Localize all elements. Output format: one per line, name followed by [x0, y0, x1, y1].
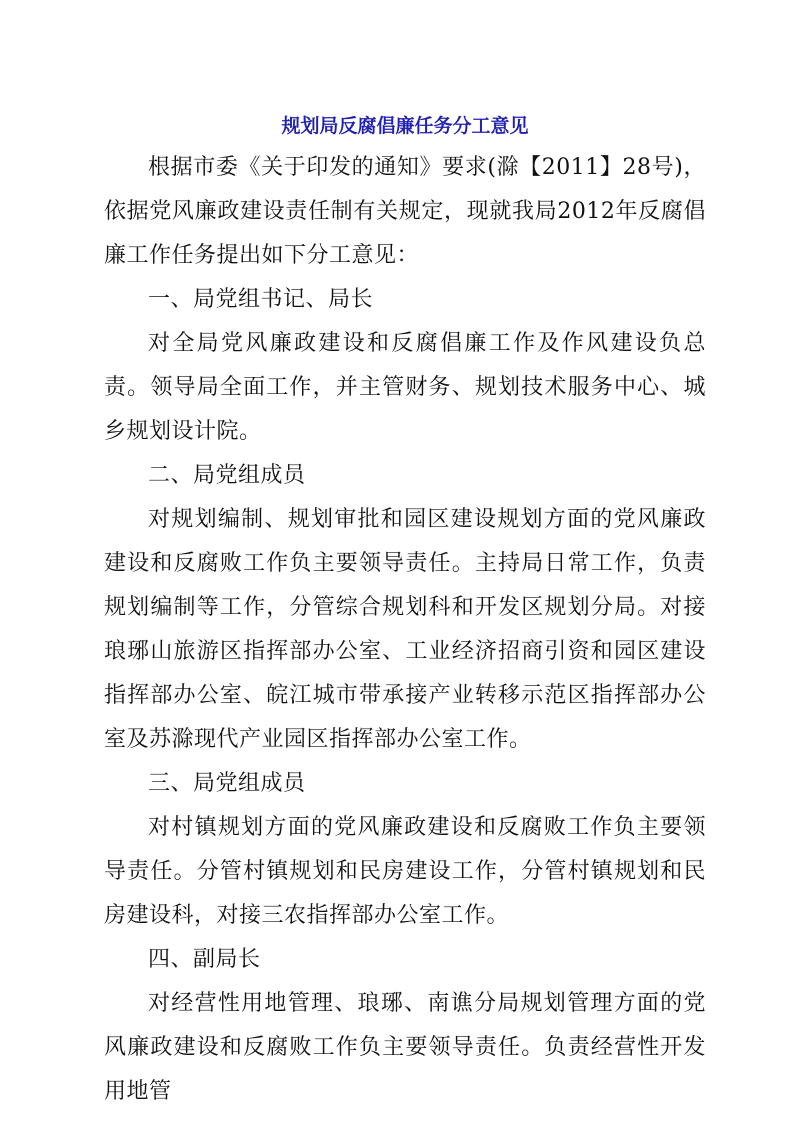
section-body-3: 对村镇规划方面的党风廉政建设和反腐败工作负主要领导责任。分管村镇规划和民房建设工作，分管村镇规划和民房建设科，对接三农指挥部办公室工作。 [104, 815, 706, 928]
section-heading-1: 一、局党组书记、局长 [148, 287, 374, 312]
section-body-1: 对全局党风廉政建设和反腐倡廉工作及作风建设负总责。领导局全面工作，并主管财务、规划技术服务中心、城乡规划设计院。 [104, 331, 706, 444]
section-heading-2: 二、局党组成员 [148, 463, 306, 488]
section-body-2: 对规划编制、规划审批和园区建设规划方面的党风廉政建设和反腐败工作负主要领导责任。主持局日常工作，负责规划编制等工作，分管综合规划科和开发区规划分局。对接琅琊山旅游区指挥部办公室、工业经济招商引资和园区建设指挥部办公室、皖江城市带承接产业转移示范区指挥部办公室及苏滁现代产业园区指挥部办公室工作。 [104, 507, 706, 752]
intro-paragraph: 根据市委《关于印发的通知》要求(滁【2011】28号)，依据党风廉政建设责任制有关规定，现就我局2012年反腐倡廉工作任务提出如下分工意见： [104, 155, 706, 268]
section-heading-4: 四、副局长 [148, 947, 261, 972]
document-title: 规划局反腐倡廉任务分工意见 [281, 115, 529, 137]
section-body-4: 对经营性用地管理、琅琊、南谯分局规划管理方面的党风廉政建设和反腐败工作负主要领导责任。负责经营性开发用地管 [104, 991, 706, 1104]
section-heading-3: 三、局党组成员 [148, 771, 306, 796]
